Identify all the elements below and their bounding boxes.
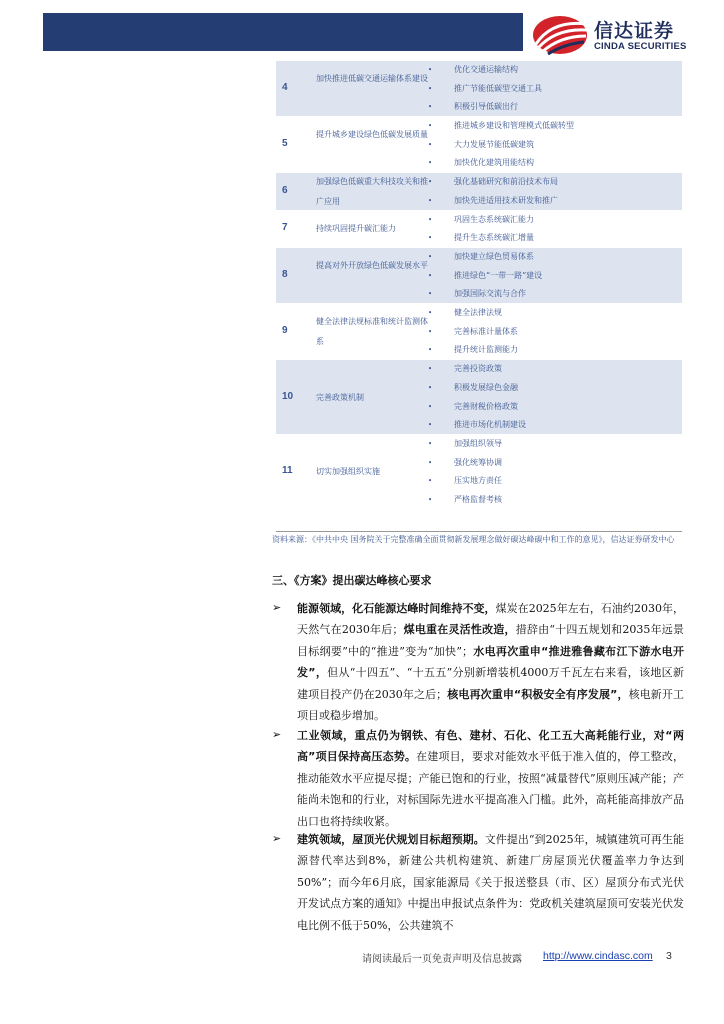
- bullet-dot-icon: •: [428, 215, 433, 224]
- row-title: 完善政策机制: [316, 392, 364, 402]
- emphasis-text: 煤电重在灵活性改造，: [403, 623, 516, 637]
- measure-text: 完善财税价格政策: [454, 401, 518, 411]
- emphasis-text: 水电再次重申“推进雅鲁藏布江下游水电开发”，: [297, 644, 684, 680]
- page-number: 3: [666, 950, 672, 962]
- measure-text: 加快优化建筑用能结构: [454, 158, 534, 168]
- row-title: 加快推进低碳交通运输体系建设: [316, 74, 428, 84]
- bullet-dot-icon: •: [428, 439, 433, 448]
- measure-item: [428, 304, 678, 323]
- row-measures: [428, 211, 678, 248]
- measure-item: [428, 267, 678, 286]
- table-row: [276, 359, 682, 434]
- row-title: 持续巩固提升碳汇能力: [316, 224, 396, 234]
- row-number: 5: [282, 138, 288, 150]
- measure-item: [428, 435, 678, 454]
- measure-item: [428, 229, 678, 248]
- bullet-dot-icon: •: [428, 103, 433, 112]
- paragraph-text: 但从“十四五”、“十五五”分别新增装机4000万千瓦左右来看，该地区新建项目投产仍在2030年之后；: [297, 666, 684, 701]
- bullet-dot-icon: •: [428, 365, 433, 374]
- measure-item: [428, 117, 678, 136]
- bullet-dot-icon: •: [428, 252, 433, 261]
- footer-website-link[interactable]: http://www.cindasc.com: [543, 950, 653, 962]
- bullet-dot-icon: •: [428, 290, 433, 299]
- header-bar: [43, 13, 523, 51]
- paragraph-text: 核电新开工项目或稳步增加。: [297, 687, 684, 723]
- bullet-arrow-icon: ➢: [272, 601, 282, 614]
- bullet-dot-icon: •: [428, 421, 433, 430]
- table-source-note: 资料来源：《中共中央 国务院关于完整准确全面贯彻新发展理念做好碳达峰碳中和工作的意见》，信达证券研发中心: [272, 535, 675, 544]
- measure-text: 加强国际交流与合作: [454, 289, 526, 299]
- table-row: [276, 247, 682, 303]
- row-number: 10: [282, 390, 294, 402]
- row-measures: [428, 360, 678, 435]
- measure-text: 优化交通运输结构: [454, 65, 518, 74]
- measure-text: 严格监督考核: [454, 495, 502, 505]
- row-measures: [428, 61, 678, 117]
- measure-text: 压实地方责任: [454, 476, 502, 486]
- logo-chinese-name: 信达证券: [594, 20, 675, 42]
- measure-text: 加快先进适用技术研发和推广: [454, 195, 558, 205]
- row-title: 提高对外开放绿色低碳发展水平: [316, 261, 428, 271]
- bullet-dot-icon: •: [428, 122, 433, 131]
- measure-item: [428, 398, 678, 417]
- measure-item: [428, 491, 678, 510]
- row-measures: [428, 248, 678, 304]
- emphasis-text: 能源领域，化石能源达峰时间维持不变，: [297, 602, 496, 615]
- row-measures: [428, 117, 678, 173]
- bullet-dot-icon: •: [428, 346, 433, 355]
- table-row: [276, 60, 682, 116]
- paragraph-text: 煤炭在2025年左右，石油约2030年，天然气在2030年后；: [297, 602, 685, 637]
- row-number: 6: [282, 184, 288, 196]
- measure-text: 巩固生态系统碳汇能力: [454, 214, 534, 224]
- logo-english-name: CINDA SECURITIES: [594, 41, 687, 52]
- measure-text: 强化基础研究和前沿技术布局: [454, 177, 558, 187]
- bullet-dot-icon: •: [428, 309, 433, 318]
- measure-item: [428, 173, 678, 192]
- measure-item: [428, 454, 678, 473]
- measure-item: [428, 360, 678, 379]
- bullet-dot-icon: •: [428, 477, 433, 486]
- table-row: [276, 434, 682, 509]
- row-title: 提升城乡建设绿色低碳发展质量: [316, 130, 428, 140]
- emphasis-text: 工业领域，重点仍为钢铁、有色、建材、石化、化工五大高耗能行业，对“两高”项目保持高压态势。: [297, 729, 684, 764]
- measure-text: 强化统筹协调: [454, 457, 502, 467]
- paragraph-text: 措辞由“十四五规划和2035年远景目标纲要”中的“推进”变为“加快”；: [297, 623, 684, 658]
- bullet-dot-icon: •: [428, 178, 433, 187]
- measures-table: [276, 60, 682, 509]
- table-row: [276, 210, 682, 247]
- measure-item: [428, 80, 678, 99]
- measure-text: 推广节能低碳型交通工具: [454, 83, 542, 93]
- row-number: 11: [282, 465, 293, 477]
- row-title: 加强绿色低碳重大科技攻关和推广应用: [316, 176, 428, 206]
- bullet-dot-icon: •: [428, 383, 433, 392]
- cinda-logo-mark-icon: [532, 14, 588, 56]
- emphasis-text: 建筑领域，屋顶光伏规划目标超预期。: [297, 833, 485, 846]
- row-number: 7: [282, 222, 288, 234]
- measure-item: [428, 211, 678, 230]
- table-bottom-rule: [276, 531, 682, 532]
- bullet-dot-icon: •: [428, 140, 433, 149]
- table-row: [276, 303, 682, 359]
- measure-text: 加快建立绿色贸易体系: [454, 251, 534, 261]
- measure-item: [428, 416, 678, 435]
- body-paragraph: [297, 598, 684, 726]
- bullet-dot-icon: •: [428, 84, 433, 93]
- bullet-dot-icon: •: [428, 271, 433, 280]
- measure-text: 积极引导低碳出行: [454, 102, 518, 112]
- footer-disclaimer: 请阅读最后一页免责声明及信息披露: [362, 954, 522, 965]
- bullet-dot-icon: •: [428, 496, 433, 505]
- measure-item: [428, 98, 678, 117]
- bullet-arrow-icon: ➢: [272, 728, 282, 741]
- section-heading: 三、《方案》提出碳达峰核心要求: [272, 574, 432, 587]
- measure-text: 提升生态系统碳汇增量: [454, 233, 534, 243]
- table-row: [276, 116, 682, 172]
- row-number: 9: [282, 325, 288, 337]
- bullet-dot-icon: •: [428, 66, 433, 74]
- row-measures: [428, 435, 678, 510]
- bullet-arrow-icon: ➢: [272, 832, 282, 845]
- measure-item: [428, 341, 678, 360]
- measure-item: [428, 136, 678, 155]
- measure-item: [428, 323, 678, 342]
- cinda-logo: [532, 14, 707, 56]
- row-number: 8: [282, 269, 288, 281]
- measure-text: 推进市场化机制建设: [454, 420, 526, 430]
- measure-item: [428, 61, 678, 80]
- bullet-dot-icon: •: [428, 327, 433, 336]
- measure-item: [428, 285, 678, 304]
- bullet-dot-icon: •: [428, 159, 433, 168]
- bullet-dot-icon: •: [428, 196, 433, 205]
- measure-item: [428, 472, 678, 491]
- measure-item: [428, 379, 678, 398]
- body-paragraph: [297, 725, 684, 832]
- paragraph-text: 在建项目，要求对能效水平低于准入值的，停工整改，推动能效水平应提尽提；产能已饱和的行业，按照“减量替代”原则压减产能；产能尚未饱和的行业，对标国际先进水平提高准入门槛。此外，高耗能高排放产品出口也将持续收紧。: [297, 750, 685, 828]
- measure-text: 大力发展节能低碳建筑: [454, 139, 534, 149]
- measure-text: 完善投资政策: [454, 364, 502, 374]
- measure-text: 健全法律法规: [454, 308, 502, 318]
- body-paragraph: [297, 829, 684, 936]
- row-title: 健全法律法规标准和统计监测体系: [316, 317, 428, 347]
- row-title: 切实加强组织实施: [316, 467, 380, 477]
- bullet-dot-icon: •: [428, 402, 433, 411]
- paragraph-text: 文件提出“到2025年，城镇建筑可再生能源替代率达到8%，新建公共机构建筑、新建厂房屋顶光伏覆盖率力争达到50%”；而今年6月底，国家能源局《关于报送整县（市、区）屋顶分布式光伏开发试点方案的通知》中提出申报试点条件为：党政机关建筑屋顶可安装光伏发电比例不低于50%，公共建筑不: [297, 833, 685, 932]
- measure-text: 推进城乡建设和管理模式低碳转型: [454, 121, 574, 131]
- measure-text: 积极发展绿色金融: [454, 382, 518, 392]
- table-row: [276, 172, 682, 209]
- measure-item: [428, 192, 678, 211]
- bullet-dot-icon: •: [428, 234, 433, 243]
- bullet-dot-icon: •: [428, 458, 433, 467]
- emphasis-text: 核电再次重申“积极安全有序发展”，: [447, 687, 629, 701]
- row-measures: [428, 173, 678, 210]
- measure-text: 提升统计监测能力: [454, 345, 518, 355]
- row-measures: [428, 304, 678, 360]
- measure-item: [428, 248, 678, 267]
- measure-text: 完善标准计量体系: [454, 326, 518, 336]
- measure-text: 加强组织领导: [454, 438, 502, 448]
- measure-item: [428, 154, 678, 173]
- measure-text: 推进绿色“一带一路”建设: [454, 270, 543, 280]
- row-number: 4: [282, 82, 288, 94]
